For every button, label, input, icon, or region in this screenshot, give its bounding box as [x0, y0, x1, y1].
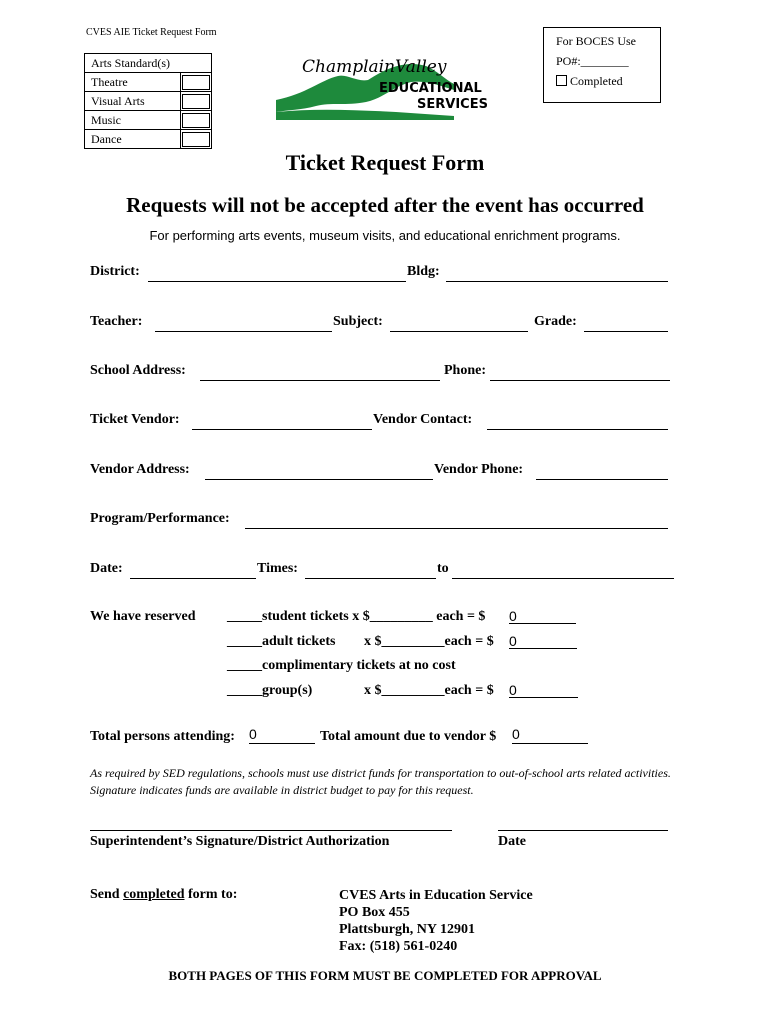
ticket-vendor-input[interactable] [192, 413, 372, 430]
vendor-contact-label: Vendor Contact: [373, 412, 473, 427]
champlain-valley-logo [276, 50, 506, 122]
district-input[interactable] [148, 265, 406, 282]
arts-item-visual-arts: Visual Arts [85, 92, 181, 111]
warning-heading: Requests will not be accepted after the event has occurred [126, 193, 644, 217]
school-address-label: School Address: [90, 363, 186, 378]
student-price-text: _________ each = $ [369, 609, 486, 624]
group-each-text: _________each = $ [381, 683, 494, 698]
arts-standards-table [84, 53, 212, 149]
send-text: Send [90, 887, 124, 902]
dance-checkbox[interactable] [182, 132, 210, 147]
student-tickets-label: _____student tickets x $ [227, 609, 370, 624]
complimentary-tickets-label: _____complimentary tickets at no cost [227, 658, 456, 673]
bldg-input[interactable] [446, 265, 668, 282]
total-persons-field[interactable] [249, 726, 315, 744]
address-line-2: PO Box 455 [339, 905, 410, 920]
arts-item-theatre: Theatre [85, 73, 181, 92]
group-total-field[interactable] [509, 682, 578, 698]
total-amount-field[interactable] [512, 726, 588, 744]
group-x-text: x $ [364, 683, 382, 698]
address-line-3: Plattsburgh, NY 12901 [339, 922, 475, 937]
completed-checkbox[interactable] [556, 75, 567, 86]
vendor-address-label: Vendor Address: [90, 462, 190, 477]
teacher-label: Teacher: [90, 314, 143, 329]
student-total-value: 0 [509, 608, 517, 624]
adult-price-text [364, 634, 494, 650]
mailing-address [339, 887, 533, 955]
group-price-text [364, 683, 494, 699]
page-title: Ticket Request Form [285, 150, 485, 175]
subject-label: Subject: [333, 314, 383, 329]
vendor-phone-input[interactable] [536, 463, 668, 480]
arts-standards-title: Arts Standard(s) [85, 54, 212, 73]
date-signature-line[interactable] [498, 830, 668, 831]
grade-input[interactable] [584, 315, 668, 332]
logo-text-line2: EDUCATIONAL [379, 81, 482, 96]
music-checkbox[interactable] [182, 113, 210, 128]
times-start-input[interactable] [305, 562, 436, 579]
total-amount-label: Total amount due to vendor $ [320, 729, 497, 744]
send-form-to-text: form to: [184, 887, 238, 902]
logo-text-line3: SERVICES [417, 97, 488, 112]
theatre-checkbox[interactable] [182, 75, 210, 90]
subject-input[interactable] [390, 315, 528, 332]
vendor-phone-label: Vendor Phone: [434, 462, 524, 477]
program-label: Program/Performance: [90, 511, 230, 526]
adult-tickets-label: _____adult tickets [227, 634, 336, 649]
send-to-label [90, 887, 237, 903]
boces-title: For BOCES Use [556, 34, 637, 48]
sed-regulations-note: As required by SED regulations, schools must use district funds for transportation to out-of-school arts related activities. Signature indicates funds are available in district budget to pay for this request. [90, 766, 671, 797]
footer-notice: BOTH PAGES OF THIS FORM MUST BE COMPLETED FOR APPROVAL [168, 968, 602, 983]
po-number-field[interactable]: PO#:________ [556, 54, 629, 68]
signature-date-label: Date [498, 834, 526, 849]
times-label: Times: [257, 561, 298, 576]
signature-label: Superintendent’s Signature/District Authorization [90, 834, 390, 849]
bldg-label: Bldg: [407, 264, 440, 279]
teacher-input[interactable] [155, 315, 332, 332]
date-input[interactable] [130, 562, 256, 579]
arts-item-music: Music [85, 111, 181, 130]
completed-row [556, 74, 660, 89]
total-amount-value: 0 [512, 726, 520, 742]
adult-each-text: _________each = $ [381, 634, 494, 649]
boces-use-box [543, 27, 661, 103]
vendor-address-input[interactable] [205, 463, 433, 480]
visual-arts-checkbox[interactable] [182, 94, 210, 109]
adult-x-text: x $ [364, 634, 382, 649]
total-persons-label: Total persons attending: [90, 729, 235, 744]
total-persons-value: 0 [249, 726, 257, 742]
group-label: _____group(s) [227, 683, 313, 698]
grade-label: Grade: [534, 314, 577, 329]
address-line-4: Fax: (518) 561-0240 [339, 939, 458, 954]
date-label: Date: [90, 561, 123, 576]
group-total-value: 0 [509, 682, 517, 698]
student-tickets-row [227, 609, 485, 625]
arts-item-dance: Dance [85, 130, 181, 149]
form-name: CVES AIE Ticket Request Form [86, 27, 217, 38]
times-end-input[interactable] [452, 562, 674, 579]
send-completed-text: completed [123, 887, 185, 902]
to-label: to [437, 561, 449, 576]
completed-label: Completed [570, 74, 623, 88]
logo-text-line1: ChamplainValley [302, 57, 447, 77]
reserved-label: We have reserved [90, 609, 196, 624]
vendor-contact-input[interactable] [487, 413, 668, 430]
phone-input[interactable] [490, 364, 670, 381]
adult-total-value: 0 [509, 633, 517, 649]
address-line-1: CVES Arts in Education Service [339, 888, 533, 903]
subtitle: For performing arts events, museum visits, and educational enrichment programs. [149, 228, 621, 243]
district-label: District: [90, 264, 140, 279]
ticket-vendor-label: Ticket Vendor: [90, 412, 180, 427]
adult-total-field[interactable] [509, 633, 577, 649]
student-total-field[interactable] [509, 608, 576, 624]
phone-label: Phone: [444, 363, 486, 378]
signature-line[interactable] [90, 830, 452, 831]
program-input[interactable] [245, 512, 668, 529]
school-address-input[interactable] [200, 364, 440, 381]
